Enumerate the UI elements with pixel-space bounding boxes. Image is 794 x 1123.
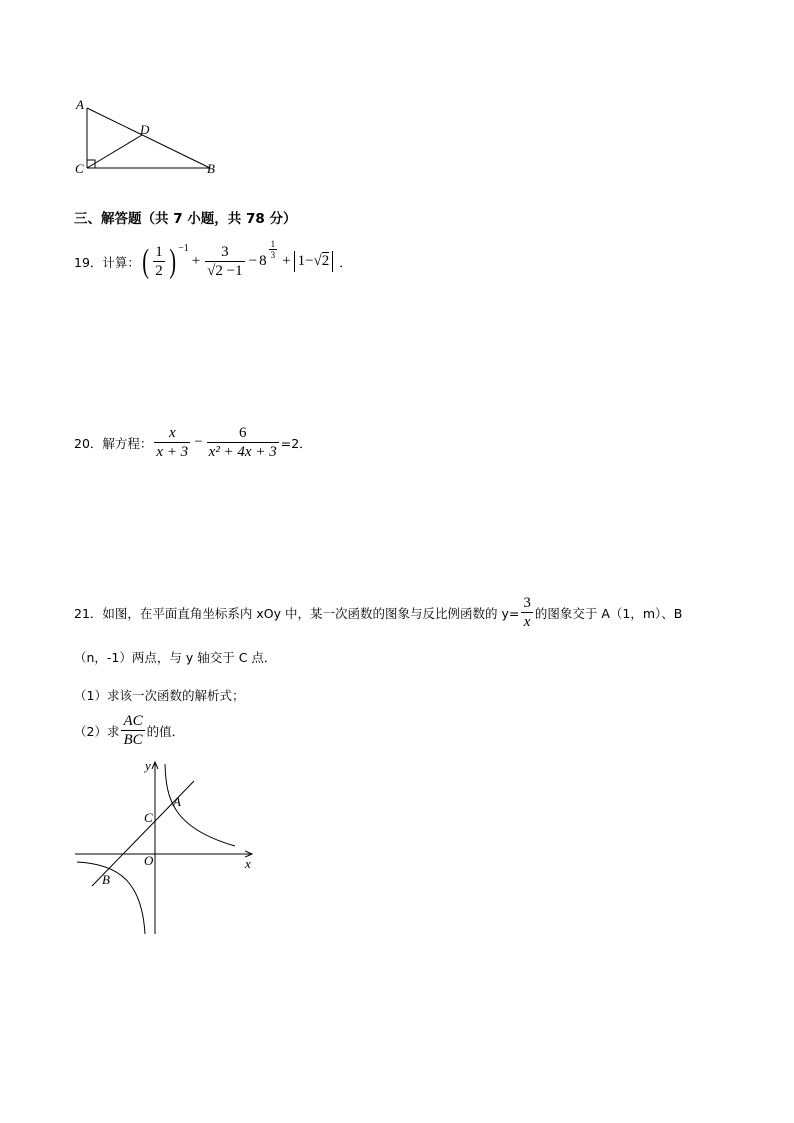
label-x: x <box>245 856 251 871</box>
coordinate-graph <box>70 758 270 938</box>
q21-text-b: 的图象交于 A（1，m）、B <box>534 605 683 621</box>
question-19 <box>74 239 352 280</box>
q21-part2-text-b: 的值． <box>146 723 185 739</box>
triangle-figure <box>70 95 230 185</box>
q19-fraction: $\frac{3}{√2 -1}$ <box>207 244 243 279</box>
q21-part2-text-a: （2）求 <box>74 723 120 739</box>
question-21-line2: （n，-1）两点，与 y 轴交于 C 点． <box>74 650 277 665</box>
hyperbola-branch-2 <box>77 862 145 934</box>
q19-minus: − <box>248 253 258 269</box>
sqrt-icon: √ <box>313 253 322 269</box>
section-title: 三、解答题（共 7 小题，共 78 分） <box>74 211 297 227</box>
question-20 <box>74 424 312 461</box>
label-b: B <box>102 872 110 887</box>
q19-period: ． <box>339 254 352 270</box>
question-21-part2 <box>74 712 184 749</box>
q19-exp-fraction: $\frac{1}{3}$ <box>270 239 276 260</box>
q19-exponent-neg1: −1 <box>178 243 189 254</box>
q19-number: 19．计算： <box>74 254 140 270</box>
q19-half-fraction: $\frac{1}{2}$ <box>155 244 163 279</box>
question-21-line1 <box>74 594 682 631</box>
segment-ab <box>87 108 210 168</box>
q21-fraction: $\frac{3}{x}$ <box>523 595 531 630</box>
q19-plus-2: + <box>282 253 291 269</box>
q20-number: 20．解方程： <box>74 435 153 451</box>
label-a: A <box>173 794 181 809</box>
label-b: B <box>207 161 215 176</box>
q19-eight: 8 <box>259 253 267 269</box>
sqrt-icon: √ <box>207 263 216 279</box>
label-o: O <box>144 853 154 868</box>
label-y: y <box>145 758 151 773</box>
label-c: C <box>75 161 84 176</box>
q21-ratio-fraction: $\frac{AC}{BC}$ <box>123 713 143 748</box>
q19-plus: + <box>191 253 201 269</box>
q21-text-a: 21．如图，在平面直角坐标系内 xOy 中，某一次函数的图象与反比例函数的 y= <box>74 605 520 621</box>
q20-minus: − <box>194 434 203 450</box>
q20-fraction-1: $\frac{x}{x + 3}$ <box>156 425 189 460</box>
q20-fraction-2: $\frac{6}{\text{x² + 4x + 3}}$ <box>208 425 277 460</box>
q20-rhs: =2． <box>280 435 312 451</box>
q19-abs-value: 1−√2 <box>294 251 334 272</box>
label-d: D <box>140 122 150 137</box>
question-21-part1: （1）求该一次函数的解析式； <box>74 688 245 703</box>
label-c: C <box>144 810 153 825</box>
label-a: A <box>76 97 84 112</box>
q19-paren-group: ( $\frac{1}{2}$ ) $^{-1}$ <box>142 242 189 280</box>
